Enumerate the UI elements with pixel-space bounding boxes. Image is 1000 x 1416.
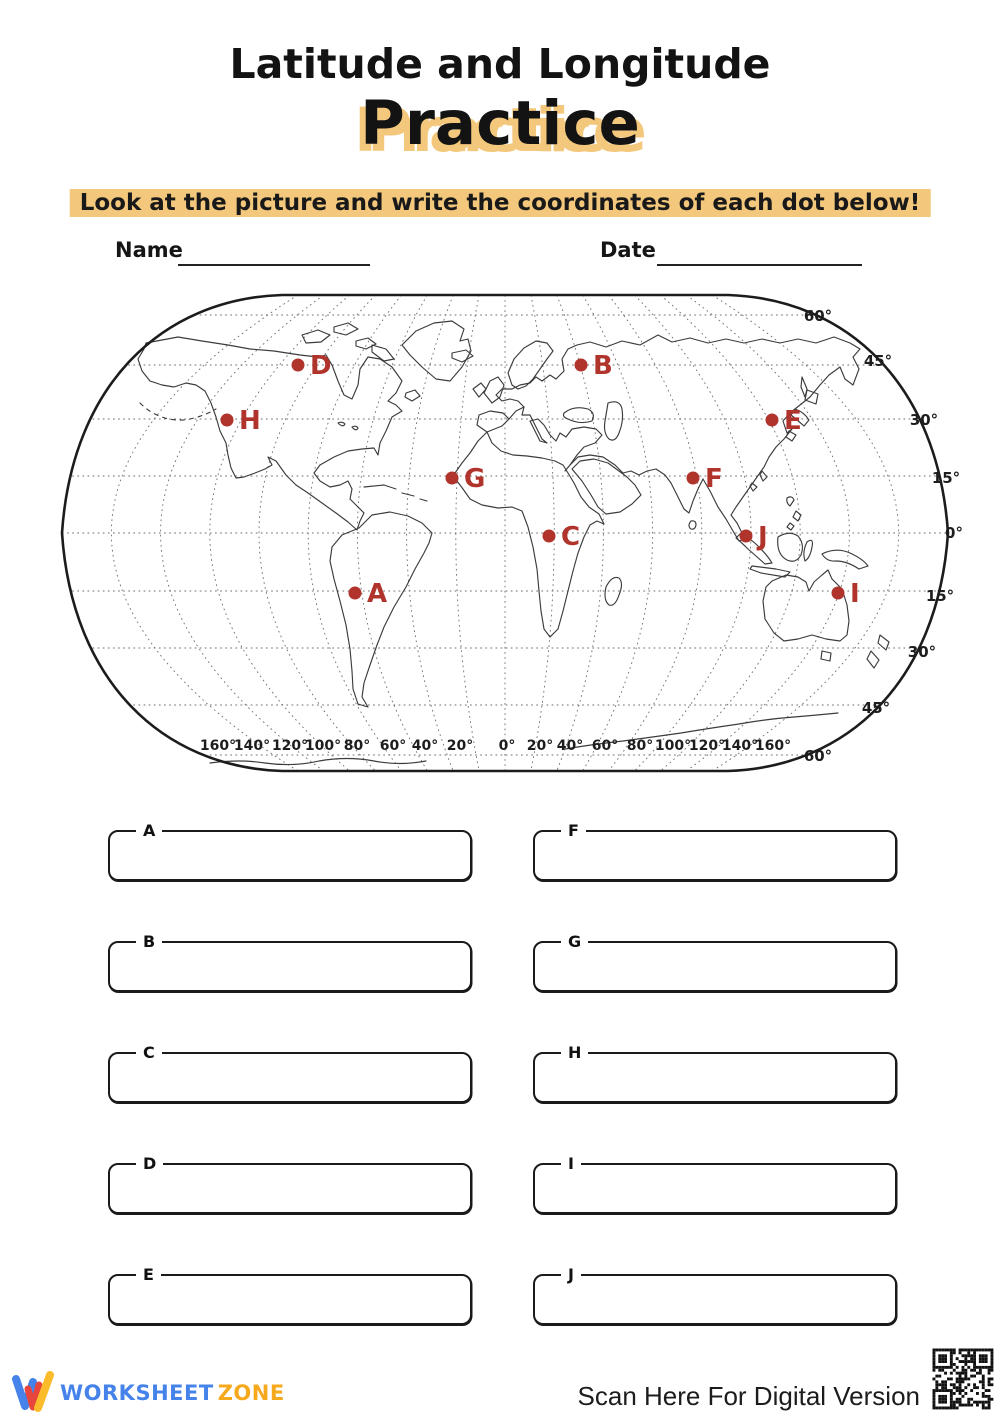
answer-box-letter: B <box>136 932 162 952</box>
map-dot-h <box>221 414 234 427</box>
answer-box-letter: C <box>136 1043 162 1063</box>
longitude-tick-label: 0° <box>498 738 516 754</box>
map-coastlines <box>138 321 889 765</box>
longitude-tick-label: 100° <box>654 738 692 754</box>
map-dot-label-g: G <box>464 464 486 494</box>
answer-box-e[interactable] <box>108 1265 472 1325</box>
answer-box-i[interactable] <box>533 1154 897 1214</box>
date-input-line[interactable] <box>657 240 862 266</box>
name-input-line[interactable] <box>178 240 370 266</box>
answer-box-h[interactable] <box>533 1043 897 1103</box>
scan-here-text: Scan Here For Digital Version <box>577 1381 920 1411</box>
longitude-tick-label: 120° <box>271 738 309 754</box>
latitude-tick-label: 60° <box>803 307 833 325</box>
latitude-tick-label: 15° <box>925 587 955 605</box>
instruction-text: Look at the picture and write the coordinates of each dot below! <box>70 189 931 217</box>
map-dot-i <box>832 587 845 600</box>
longitude-tick-label: 160° <box>199 738 237 754</box>
world-map <box>50 285 970 780</box>
map-dot-label-a: A <box>367 579 388 609</box>
page-title: Latitude and Longitude <box>229 40 771 88</box>
answer-box-g[interactable] <box>533 932 897 992</box>
longitude-tick-label: 160° <box>754 738 792 754</box>
latitude-tick-label: 0° <box>945 524 963 542</box>
longitude-tick-label: 40° <box>556 738 584 754</box>
latitude-tick-label: 45° <box>863 352 893 370</box>
black-sea <box>564 408 594 423</box>
sri-lanka <box>689 521 696 529</box>
longitude-tick-label: 140° <box>721 738 759 754</box>
coast-aleutians <box>140 403 216 420</box>
coast-south-america <box>330 512 432 707</box>
longitude-tick-label: 80° <box>626 738 654 754</box>
coast-arabia <box>572 459 641 514</box>
answer-box-d[interactable] <box>108 1154 472 1214</box>
coast-caribbean <box>364 485 427 501</box>
map-dot-label-h: H <box>239 406 261 436</box>
longitude-tick-label: 20° <box>526 738 554 754</box>
answer-box-j[interactable] <box>533 1265 897 1325</box>
answer-box-letter: G <box>561 932 588 952</box>
caspian-sea <box>605 402 623 440</box>
map-dot-a <box>349 587 362 600</box>
page-subtitle: Practice <box>360 88 640 159</box>
meridian-line <box>635 295 752 771</box>
latitude-tick-label: 60° <box>803 747 833 765</box>
date-label: Date <box>600 238 656 262</box>
map-gridlines <box>62 295 948 771</box>
coast-se-asia-islands <box>736 497 868 577</box>
longitude-tick-label: 140° <box>233 738 271 754</box>
coast-scandinavia <box>508 341 553 389</box>
map-dot-label-f: F <box>705 464 723 494</box>
map-dot-label-b: B <box>593 351 613 381</box>
longitude-tick-label: 20° <box>446 738 474 754</box>
longitude-tick-label: 40° <box>411 738 439 754</box>
map-dot-f <box>687 472 700 485</box>
brand-word-worksheet: WORKSHEET <box>60 1381 214 1405</box>
map-dot-label-e: E <box>784 406 802 436</box>
latitude-tick-label: 30° <box>907 643 937 661</box>
answer-box-a[interactable] <box>108 821 472 881</box>
answer-box-c[interactable] <box>108 1043 472 1103</box>
great-lakes <box>338 422 358 430</box>
longitude-tick-label: 120° <box>688 738 726 754</box>
map-dot-g <box>446 472 459 485</box>
answer-box-letter: A <box>136 821 162 841</box>
answer-box-letter: D <box>136 1154 163 1174</box>
brand-word-zone: ZONE <box>217 1381 285 1405</box>
longitude-tick-label: 100° <box>304 738 342 754</box>
coast-north-america <box>138 337 402 530</box>
map-dot-label-j: J <box>758 522 768 552</box>
longitude-tick-label: 80° <box>343 738 371 754</box>
map-dot-label-c: C <box>561 522 581 552</box>
answer-box-letter: E <box>136 1265 161 1285</box>
map-dot-e <box>766 414 779 427</box>
map-dot-b <box>575 359 588 372</box>
worksheetzone-logo-icon <box>12 1371 54 1413</box>
map-dot-c <box>543 530 556 543</box>
latitude-tick-label: 30° <box>909 411 939 429</box>
answer-box-letter: I <box>561 1154 581 1174</box>
map-dot-label-i: I <box>850 579 860 609</box>
map-dot-d <box>292 359 305 372</box>
answer-box-letter: F <box>561 821 586 841</box>
coast-iberia <box>477 411 509 432</box>
qr-code <box>930 1346 996 1412</box>
longitude-tick-label: 60° <box>379 738 407 754</box>
map-dot-label-d: D <box>310 351 332 381</box>
coast-africa <box>455 432 604 637</box>
brand-name <box>60 1381 285 1405</box>
longitude-labels <box>200 738 791 754</box>
meridian-line <box>357 295 427 771</box>
answer-box-letter: H <box>561 1043 588 1063</box>
latitude-tick-label: 15° <box>931 469 961 487</box>
answer-box-f[interactable] <box>533 821 897 881</box>
answer-box-letter: J <box>561 1265 581 1285</box>
coast-australia <box>763 570 849 641</box>
answer-box-b[interactable] <box>108 932 472 992</box>
latitude-tick-label: 45° <box>861 699 891 717</box>
map-dot-j <box>740 530 753 543</box>
name-label: Name <box>115 238 183 262</box>
coast-iceland <box>452 350 473 362</box>
longitude-tick-label: 60° <box>591 738 619 754</box>
